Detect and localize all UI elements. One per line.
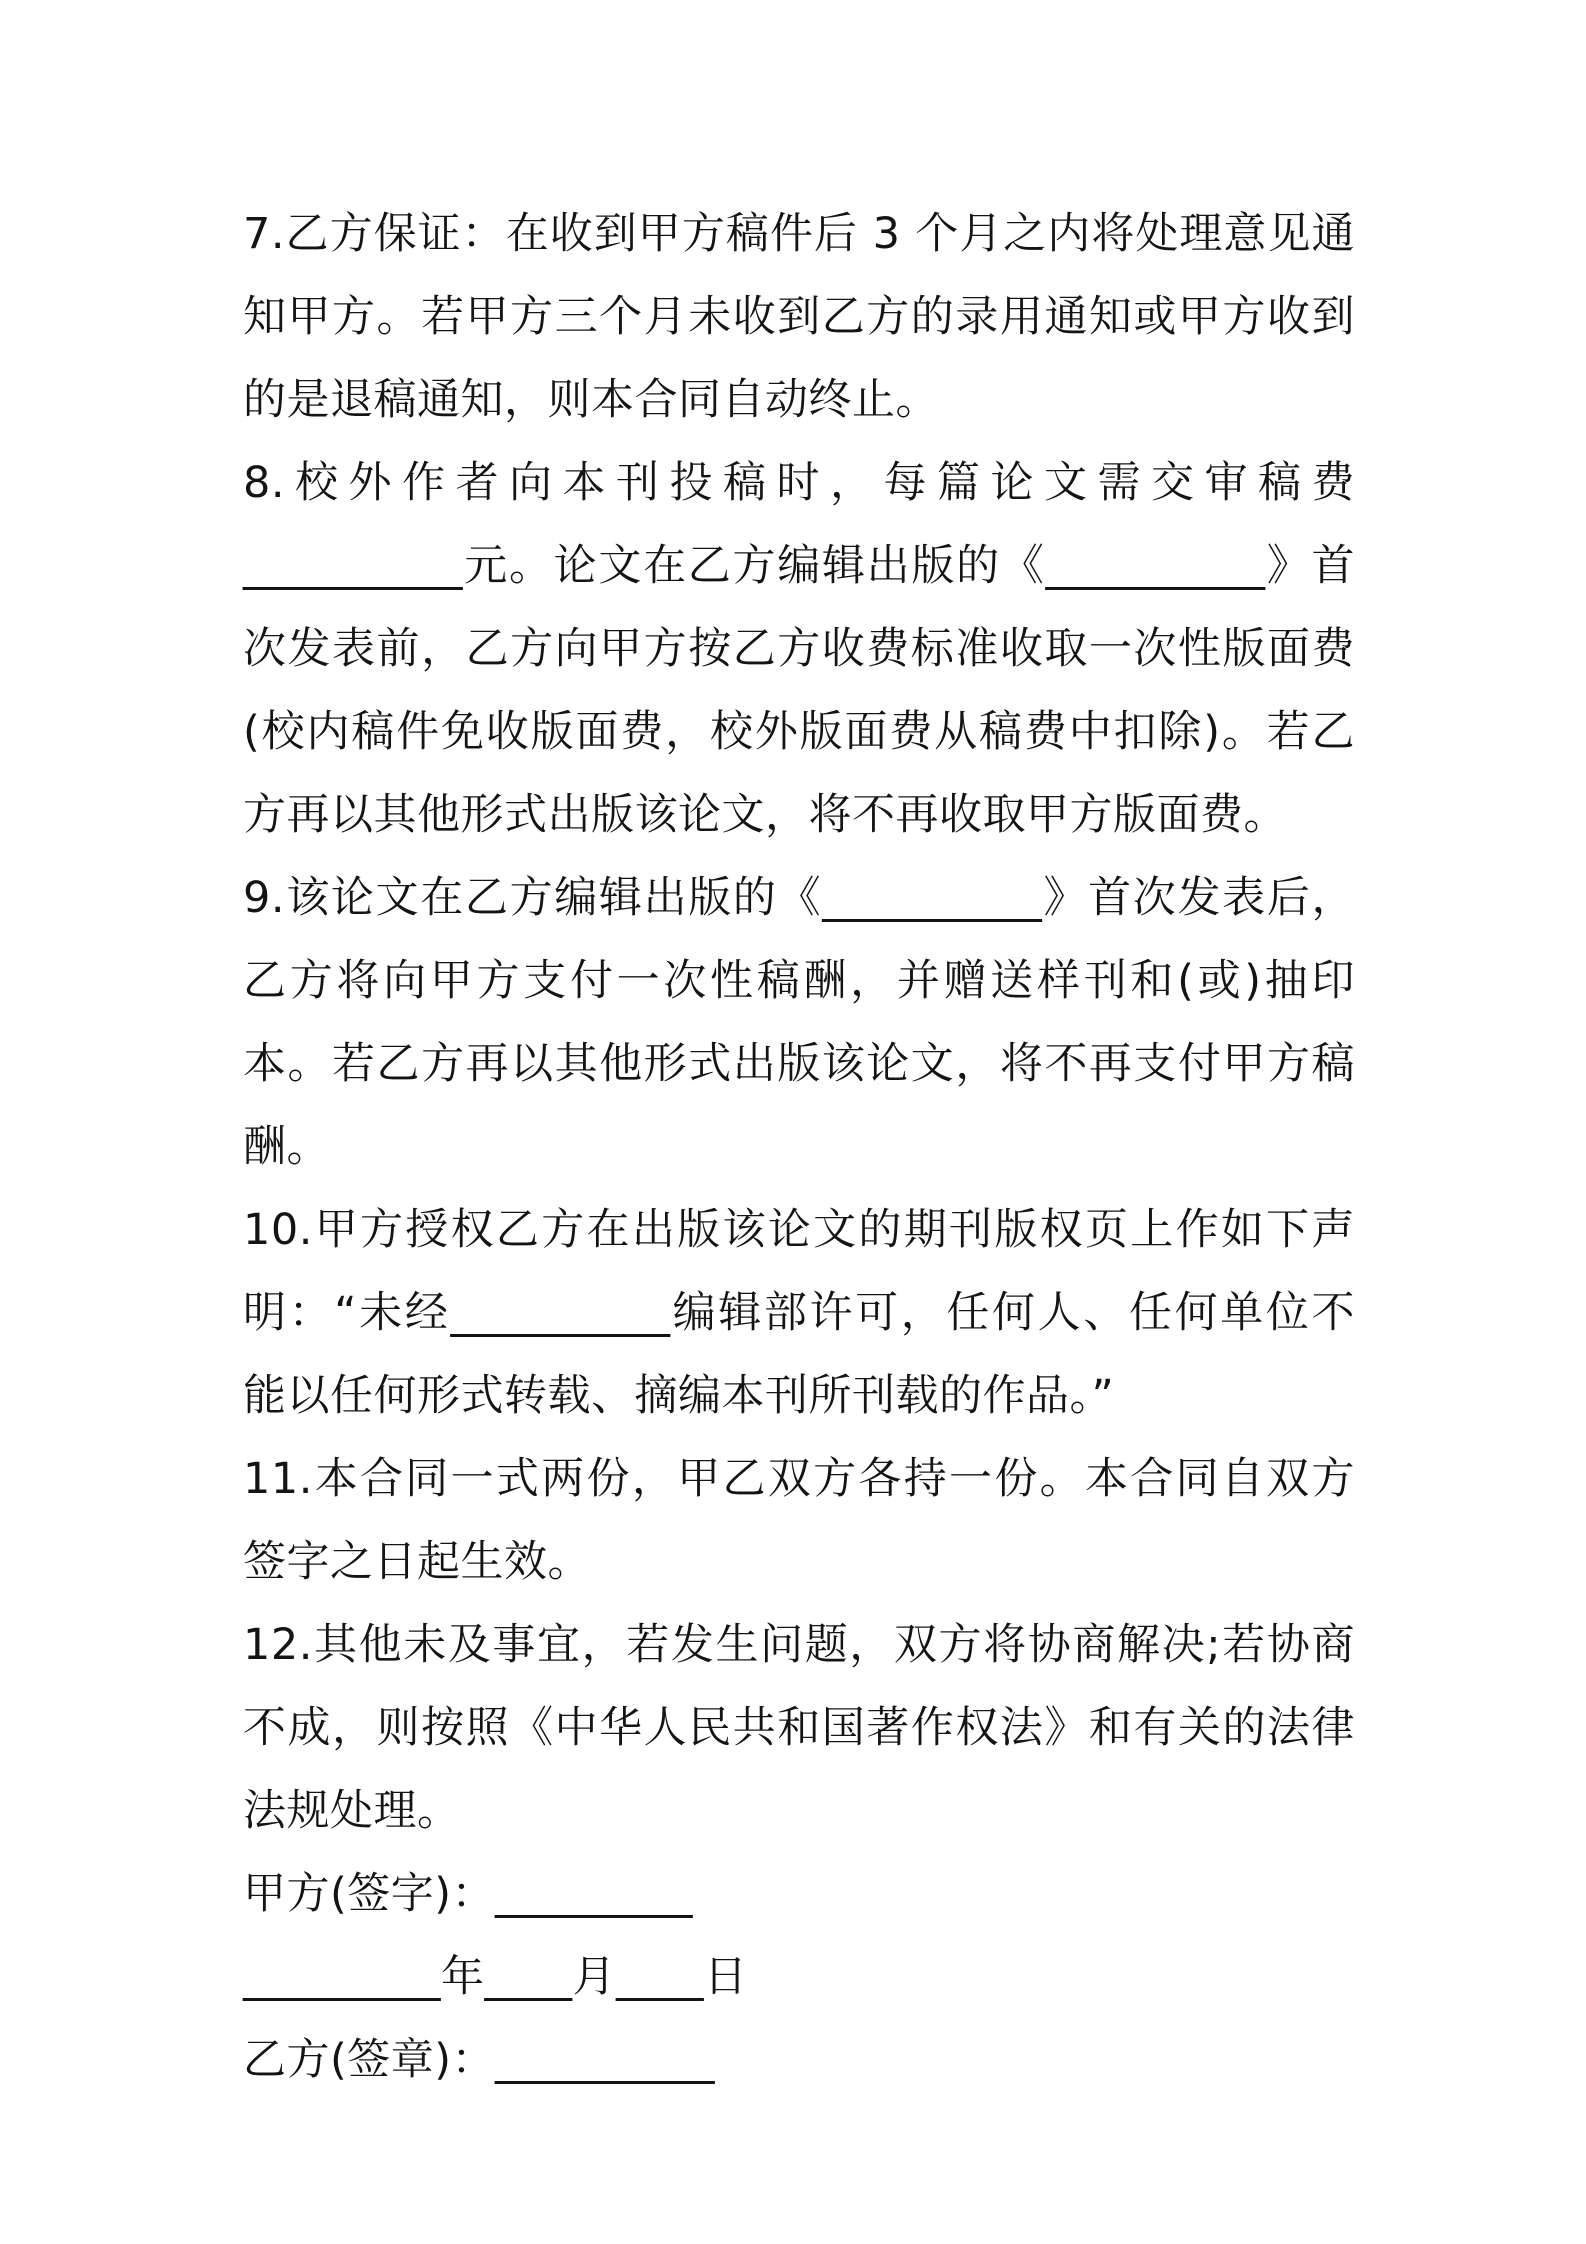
party-b-signature-line: 乙方(签章)：__________	[243, 2035, 716, 2085]
signature-date-line: _________年____月____日	[243, 1952, 748, 2002]
clause-7: 7.乙方保证：在收到甲方稿件后 3 个月之内将处理意见通知甲方。若甲方三个月未收到乙方的录用通知或甲方收到的是退稿通知，则本合同自动终止。	[243, 209, 1355, 425]
clause-10: 10.甲方授权乙方在出版该论文的期刊版权页上作如下声明：“未经__________编辑部许可，任何人、任何单位不能以任何形式转载、摘编本刊所刊载的作品。”	[243, 1205, 1355, 1421]
party-a-signature-line: 甲方(签字)：_________	[243, 1869, 694, 1919]
clause-12: 12.其他未及事宜，若发生问题，双方将协商解决;若协商不成，则按照《中华人民共和国著作权法》和有关的法律法规处理。	[243, 1620, 1355, 1836]
clause-8: 8.校外作者向本刊投稿时，每篇论文需交审稿费__________元。论文在乙方编辑出版的《__________》首次发表前，乙方向甲方按乙方收费标准收取一次性版面费(校内稿件免收版面费，校外版面费从稿费中扣除)。若乙方再以其他形式出版该论文，将不再收取甲方版面费。	[243, 458, 1355, 840]
clause-9: 9.该论文在乙方编辑出版的《__________》首次发表后，乙方将向甲方支付一次性稿酬，并赠送样刊和(或)抽印本。若乙方再以其他形式出版该论文，将不再支付甲方稿酬。	[243, 873, 1355, 1172]
clause-11: 11.本合同一式两份，甲乙双方各持一份。本合同自双方签字之日起生效。	[243, 1454, 1355, 1587]
contract-body	[243, 193, 1355, 2102]
